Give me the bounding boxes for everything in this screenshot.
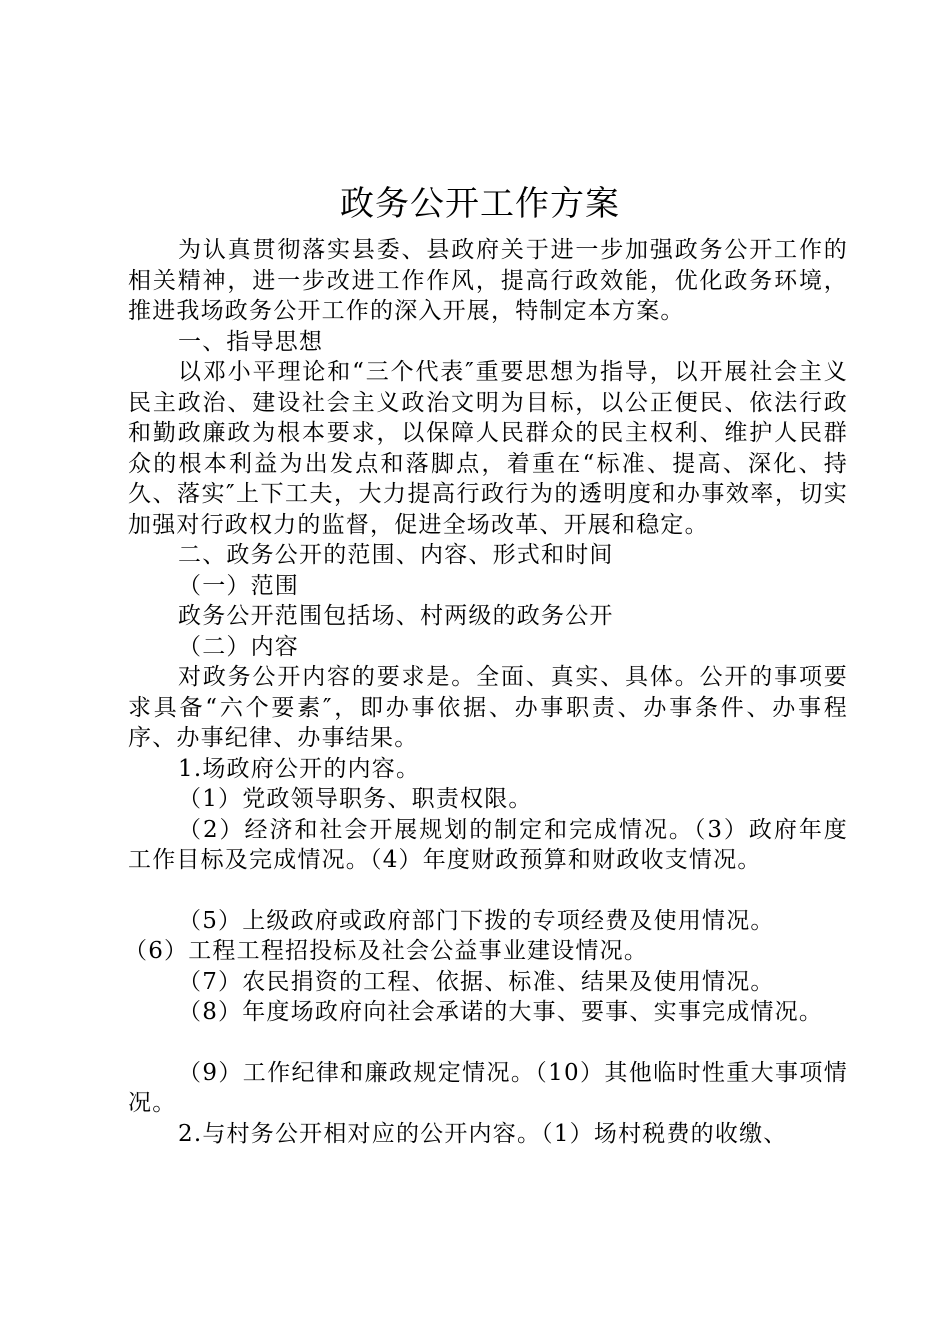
- scope-paragraph: 政务公开范围包括场、村两级的政务公开: [178, 603, 614, 629]
- subheading-content: （二）内容: [178, 633, 299, 660]
- list-heading-town-government: 1.场政府公开的内容。: [178, 755, 421, 782]
- intro-paragraph: 为认真贯彻落实县委、县政府关于进一步加强政务公开工作的相关精神，进一步改进工作作风，提高行政效能，优化政务环境，推进我场政务公开工作的深入开展，特制定本方案。: [128, 237, 848, 324]
- blank-line: [128, 1028, 848, 1058]
- list-item-8: （8）年度场政府向社会承诺的大事、要事、实事完成情况。: [178, 999, 824, 1025]
- section-heading-guiding-thought: 一、指导思想: [178, 328, 324, 355]
- list-item-5: （5）上级政府或政府部门下拨的专项经费及使用情况。: [178, 907, 775, 934]
- section-heading-scope-content: 二、政务公开的范围、内容、形式和时间: [178, 542, 614, 568]
- list-heading-village-affairs: 2.与村务公开相对应的公开内容。（1）场村税费的收缴、: [178, 1120, 788, 1147]
- document-body: [124, 235, 848, 1149]
- document-title: 政务公开工作方案: [340, 184, 620, 224]
- list-item-2-4: （2）经济和社会开展规划的制定和完成情况。（3）政府年度工作目标及完成情况。（4）年度财政预算和财政收支情况。: [128, 816, 848, 873]
- content-paragraph: 对政务公开内容的要求是。全面、真实、具体。公开的事项要求具备“六个要素″，即办事依据、办事职责、办事条件、办事程序、办事纪律、办事结果。: [128, 664, 848, 751]
- list-item-1: （1）党政领导职务、职责权限。: [178, 786, 533, 812]
- list-item-6: （6）工程工程招投标及社会公益事业建设情况。: [124, 938, 649, 964]
- list-item-9-10: （9）工作纪律和廉政规定情况。（10）其他临时性重大事项情况。: [128, 1059, 848, 1116]
- blank-line: [128, 876, 848, 906]
- list-item-7: （7）农民捐资的工程、依据、标准、结果及使用情况。: [178, 968, 775, 995]
- subheading-scope: （一）范围: [178, 572, 299, 599]
- guiding-thought-paragraph: 以邓小平理论和“三个代表″重要思想为指导，以开展社会主义民主政治、建设社会主义政治文明为目标，以公正便民、依法行政和勤政廉政为根本要求，以保障人民群众的民主权利、维护人民群众的根本利益为出发点和落脚点，着重在“标准、提高、深化、持久、落实″上下工夫，大力提高行政行为的透明度和办事效率，切实加强对行政权力的监督，促进全场改革、开展和稳定。: [128, 359, 848, 538]
